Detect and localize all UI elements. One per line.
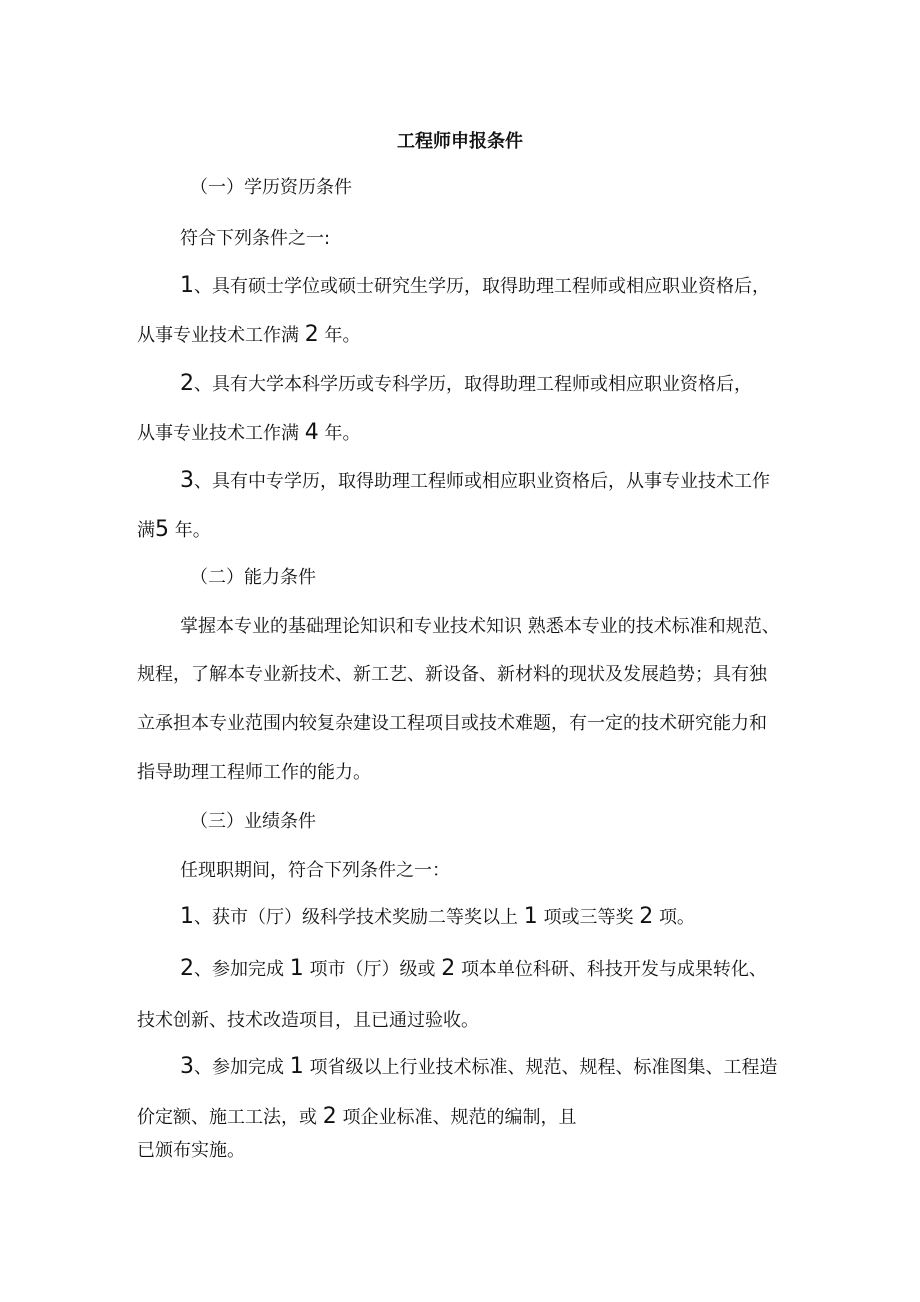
- count-number: 2: [441, 956, 456, 981]
- document-title: 工程师申报条件: [397, 131, 523, 152]
- item-text: 项企业标准、规范的编制，且: [342, 1107, 577, 1128]
- item-text: 项或三等奖: [543, 907, 634, 928]
- item-text: 从事专业技术工作满: [137, 423, 299, 444]
- section-heading-education: （一）学历资历条件: [190, 177, 352, 198]
- count-number: 2: [639, 904, 654, 929]
- item-text: 、具有硕士学位或硕士研究生学历，取得助理工程师或相应职业资格后，: [194, 276, 770, 297]
- item-number: 2: [180, 371, 194, 396]
- item-number: 3: [180, 1054, 194, 1079]
- section-heading-ability: （二）能力条件: [190, 567, 316, 588]
- section-heading-performance: （三）业绩条件: [190, 811, 316, 832]
- ability-paragraph-line-4: 指导助理工程师工作的能力。: [137, 762, 371, 783]
- item-text: 、参加完成: [194, 1057, 284, 1078]
- item-text: 年。: [174, 520, 211, 541]
- item-number: 1: [180, 904, 194, 929]
- item-text: 满: [137, 520, 155, 541]
- item-text: 项。: [658, 907, 695, 928]
- years-number: 5: [155, 517, 169, 542]
- count-number: 1: [289, 1054, 304, 1079]
- perf-item-1: [180, 904, 840, 931]
- edu-item-1-line-1: [180, 273, 840, 300]
- item-text: 、参加完成: [194, 959, 284, 980]
- edu-item-2-line-1: [180, 371, 840, 398]
- item-text: 项市（厅）级或: [309, 959, 436, 980]
- section-intro-education: 符合下列条件之一:: [180, 228, 331, 249]
- perf-item-2-line-1: [180, 956, 840, 983]
- count-number: 1: [289, 956, 304, 981]
- edu-item-3-line-1: [180, 468, 840, 495]
- item-number: 1: [180, 273, 194, 298]
- ability-paragraph-line-3: 立承担本专业范围内较复杂建设工程项目或技术难题，有一定的技术研究能力和: [137, 713, 767, 734]
- count-number: 2: [322, 1104, 337, 1129]
- edu-item-3-line-2: [137, 517, 797, 544]
- perf-item-2-line-2: 技术创新、技术改造项目，且已通过验收。: [137, 1010, 479, 1031]
- item-text: 价定额、施工工法，或: [137, 1107, 317, 1128]
- item-number: 3: [180, 468, 194, 493]
- item-text: 项省级以上行业技术标准、规范、规程、标准图集、工程造: [309, 1057, 778, 1078]
- item-text: 项本单位科研、科技开发与成果转化、: [460, 959, 767, 980]
- ability-paragraph-line-2: 规程，了解本专业新技术、新工艺、新设备、新材料的现状及发展趋势；具有独: [137, 664, 767, 685]
- edu-item-1-line-2: [137, 322, 797, 349]
- item-text: 年。: [324, 325, 361, 346]
- section-intro-performance: 任现职期间，符合下列条件之一：: [180, 860, 450, 881]
- perf-item-3-line-2: [137, 1104, 797, 1131]
- perf-item-3-line-1: [180, 1054, 840, 1081]
- item-number: 2: [180, 956, 194, 981]
- edu-item-2-line-2: [137, 420, 797, 447]
- years-number: 4: [304, 420, 319, 445]
- item-text: 、具有大学本科学历或专科学历，取得助理工程师或相应职业资格后，: [194, 374, 752, 395]
- perf-item-3-line-3: 已颁布实施。: [137, 1140, 245, 1161]
- count-number: 1: [523, 904, 538, 929]
- item-text: 从事专业技术工作满: [137, 325, 299, 346]
- years-number: 2: [304, 322, 319, 347]
- item-text: 、具有中专学历，取得助理工程师或相应职业资格后，从事专业技术工作: [194, 471, 770, 492]
- item-text: 年。: [324, 423, 361, 444]
- ability-paragraph-line-1: 掌握本专业的基础理论知识和专业技术知识 熟悉本专业的技术标准和规范、: [180, 616, 780, 637]
- item-text: 、获市（厅）级科学技术奖励二等奖以上: [194, 907, 518, 928]
